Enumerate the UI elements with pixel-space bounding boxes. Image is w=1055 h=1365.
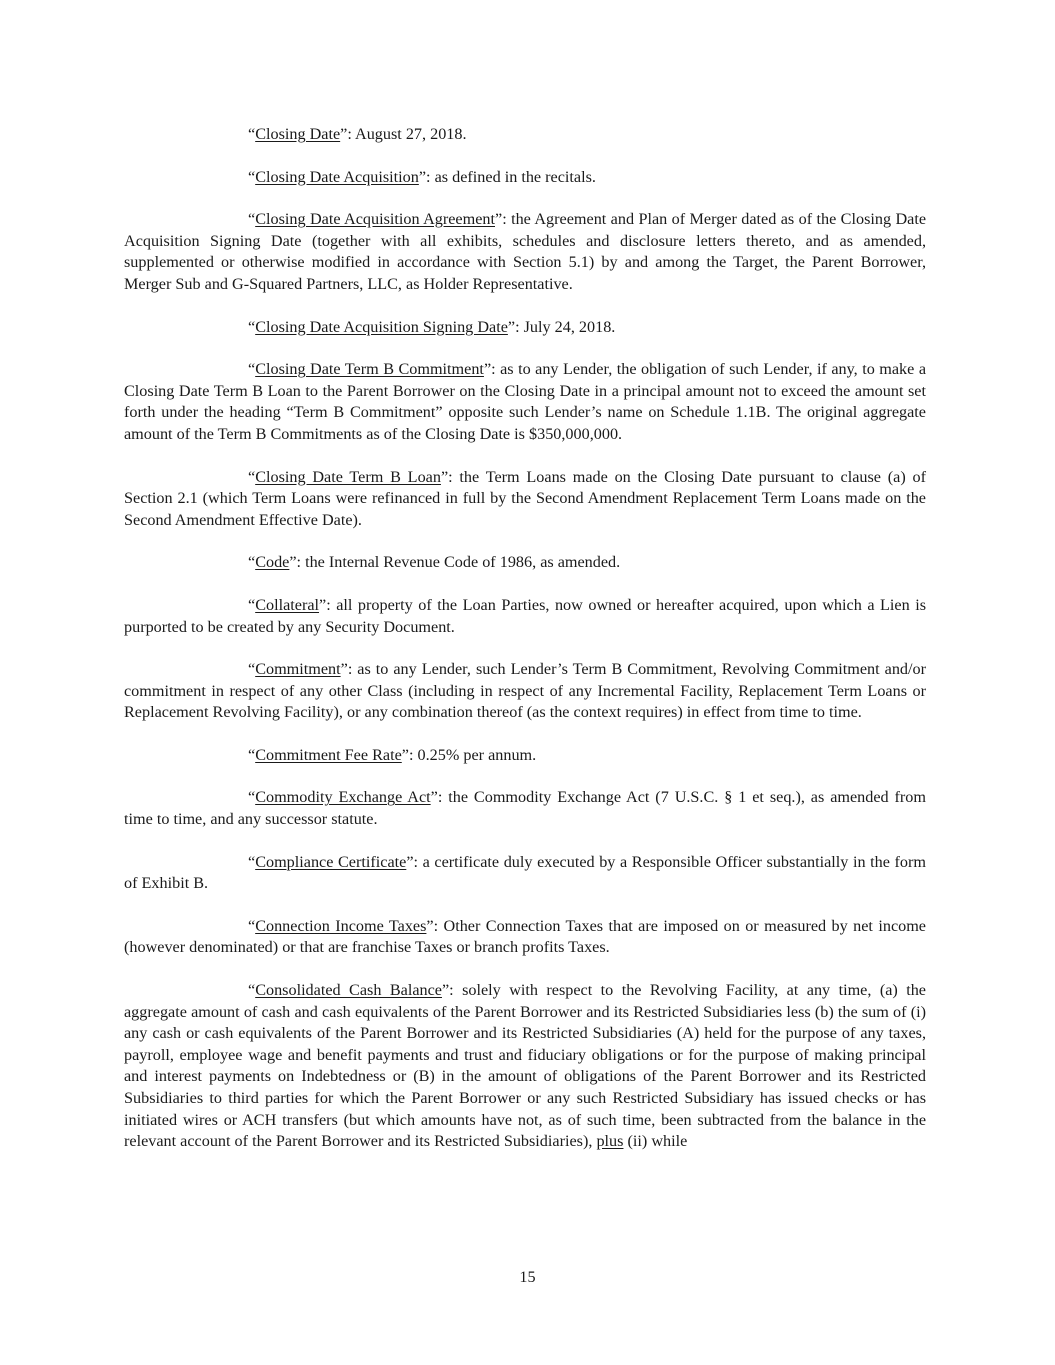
definition-closing-date-term-b-loan: “Closing Date Term B Loan”: the Term Loans made on the Closing Date pursuant to clause (a) of Section 2.1 (which Term Loans were refinanced in full by the Second Amendment Replacement Term Loans made on the Second Amendment Effective Date). <box>124 467 926 529</box>
definition-commitment: “Commitment”: as to any Lender, such Lender’s Term B Commitment, Revolving Commitment and/or commitment in respect of any other Class (including in respect of any Incremental Facility, Replacement Term Loans or Replacement Revolving Facility), or any combination thereof (as the context requires) in effect from time to time. <box>124 660 926 722</box>
definition-text: : the Agreement and Plan of Merger dated as of the Closing Date Acquisition Signing Date (together with all exhibits, schedules and disclosure letters thereto, and as amended, supplemented or otherwise modified in accordance with Section 5.1) by and among the Target, the Parent Borrower, Merger Sub and G-Squared Partners, LLC, as Holder Representative. <box>124 210 927 293</box>
defined-term: Closing Date Acquisition Agreement <box>255 210 495 229</box>
definition-consolidated-cash-balance: “Consolidated Cash Balance”: solely with respect to the Revolving Facility, at any time, (a) the aggregate amount of cash and cash equivalents of the Parent Borrower and its Restricted Subsidiaries less (b) the sum of (i) any cash or cash equivalents of the Parent Borrower and its Restricted Subsidiaries (A) held for the purpose of any taxes, payroll, employee wage and benefit payments and trust and fiduciary obligations or for the purpose of making principal and interest payments on Indebtedness or (B) in the amount of obligations of the Parent Borrower and its Restricted Subsidiaries to third parties for which the Parent Borrower or any such Restricted Subsidiary has issued checks or has initiated wires or ACH transfers (but which amounts have not, as of such time, been subtracted from the balance in the relevant account of the Parent Borrower and its Restricted Subsidiaries), plus (ii) while <box>124 981 926 1151</box>
definition-text: : the Term Loans made on the Closing Date pursuant to clause (a) of Section 2.1 (which Term Loans were refinanced in full by the Second Amendment Replacement Term Loans made on the Second Amendment Effective Date). <box>124 467 926 529</box>
definition-text: : the Internal Revenue Code of 1986, as amended. <box>296 553 621 572</box>
definition-closing-date-acquisition-agreement: “Closing Date Acquisition Agreement”: the Agreement and Plan of Merger dated as of the Closing Date Acquisition Signing Date (together with all exhibits, schedules and disclosure letters thereto, and as amended, supplemented or otherwise modified in accordance with Section 5.1) by and among the Target, the Parent Borrower, Merger Sub and G-Squared Partners, LLC, as Holder Representative. <box>124 210 927 293</box>
plus-term: plus <box>596 1132 624 1151</box>
definition-collateral: “Collateral”: all property of the Loan Parties, now owned or hereafter acquired, upon which a Lien is purported to be created by any Security Document. <box>124 595 926 636</box>
definition-code: “Code”: the Internal Revenue Code of 1986, as amended. <box>248 553 621 572</box>
definition-text-continued: (ii) while <box>623 1132 688 1151</box>
definition-text: : Other Connection Taxes that are imposed on or measured by net income (however denominated) or that are franchise Taxes or branch profits Taxes. <box>124 916 926 957</box>
defined-term: Code <box>255 553 290 572</box>
defined-term: Collateral <box>255 595 320 614</box>
defined-term: Closing Date Term B Loan <box>255 467 441 486</box>
defined-term: Commitment <box>255 660 341 679</box>
defined-term: Closing Date Acquisition <box>255 167 419 186</box>
definition-commitment-fee-rate: “Commitment Fee Rate”: 0.25% per annum. <box>248 745 537 764</box>
defined-term: Connection Income Taxes <box>255 916 427 935</box>
definition-text: : solely with respect to the Revolving Facility, at any time, (a) the aggregate amount of cash and cash equivalents of the Parent Borrower and its Restricted Subsidiaries less (b) the sum of (i) any cash or cash equivalents of the Parent Borrower and its Restricted Subsidiaries (A) held for the purpose of any taxes, payroll, employee wage and benefit payments and trust and fiduciary obligations or for the purpose of making principal and interest payments on Indebtedness or (B) in the amount of obligations of the Parent Borrower and its Restricted Subsidiaries to third parties for which the Parent Borrower or any such Restricted Subsidiary has issued checks or has initiated wires or ACH transfers (but which amounts have not, as of such time, been subtracted from the balance in the relevant account of the Parent Borrower and its Restricted Subsidiaries), <box>124 981 926 1151</box>
definition-text: : a certificate duly executed by a Responsible Officer substantially in the form of Exhibit B. <box>124 852 927 893</box>
definition-text: : the Commodity Exchange Act (7 U.S.C. § 1 et seq.), as amended from time to time, and any successor statute. <box>124 788 926 829</box>
definition-commodity-exchange-act: “Commodity Exchange Act”: the Commodity Exchange Act (7 U.S.C. § 1 et seq.), as amended from time to time, and any successor statute. <box>124 788 926 829</box>
definition-text: : as to any Lender, the obligation of such Lender, if any, to make a Closing Date Term B Loan to the Parent Borrower on the Closing Date in a principal amount not to exceed the amount set forth under the heading “Term B Commitment” opposite such Lender’s name on Schedule 1.1B. The original aggregate amount of the Term B Commitments as of the Closing Date is $350,000,000. <box>124 360 927 443</box>
defined-term: Compliance Certificate <box>255 852 407 871</box>
definition-text: : as defined in the recitals. <box>426 167 596 186</box>
defined-term: Closing Date Acquisition Signing Date <box>255 317 508 336</box>
definition-closing-date-acquisition: “Closing Date Acquisition”: as defined in the recitals. <box>248 167 596 186</box>
definition-closing-date-acquisition-signing-date: “Closing Date Acquisition Signing Date”: July 24, 2018. <box>248 317 616 336</box>
page-number: 15 <box>519 1268 536 1286</box>
defined-term: Closing Date Term B Commitment <box>255 360 484 379</box>
definition-closing-date-term-b-commitment: “Closing Date Term B Commitment”: as to any Lender, the obligation of such Lender, if any, to make a Closing Date Term B Loan to the Parent Borrower on the Closing Date in a principal amount not to exceed the amount set forth under the heading “Term B Commitment” opposite such Lender’s name on Schedule 1.1B. The original aggregate amount of the Term B Commitments as of the Closing Date is $350,000,000. <box>124 360 927 443</box>
defined-term: Consolidated Cash Balance <box>255 981 442 1000</box>
definition-connection-income-taxes: “Connection Income Taxes”: Other Connection Taxes that are imposed on or measured by net income (however denominated) or that are franchise Taxes or branch profits Taxes. <box>124 916 926 957</box>
definition-text: : 0.25% per annum. <box>408 745 537 764</box>
defined-term: Commitment Fee Rate <box>255 745 402 764</box>
definition-closing-date: “Closing Date”: August 27, 2018. <box>248 125 467 143</box>
definition-text: : as to any Lender, such Lender’s Term B Commitment, Revolving Commitment and/or commitment in respect of any other Class (including in respect of any Incremental Facility, Replacement Term Loans or Replacement Revolving Facility), or any combination thereof (as the context requires) in effect from time to time. <box>124 660 926 722</box>
definition-text: : all property of the Loan Parties, now owned or hereafter acquired, upon which a Lien is purported to be created by any Security Document. <box>124 595 926 636</box>
defined-term: Closing Date <box>255 125 341 143</box>
definition-compliance-certificate: “Compliance Certificate”: a certificate duly executed by a Responsible Officer substantially in the form of Exhibit B. <box>124 852 927 893</box>
defined-term: Commodity Exchange Act <box>255 788 431 807</box>
definition-text: : July 24, 2018. <box>515 317 616 336</box>
definition-text: : August 27, 2018. <box>347 125 467 143</box>
document-page <box>124 124 926 1153</box>
